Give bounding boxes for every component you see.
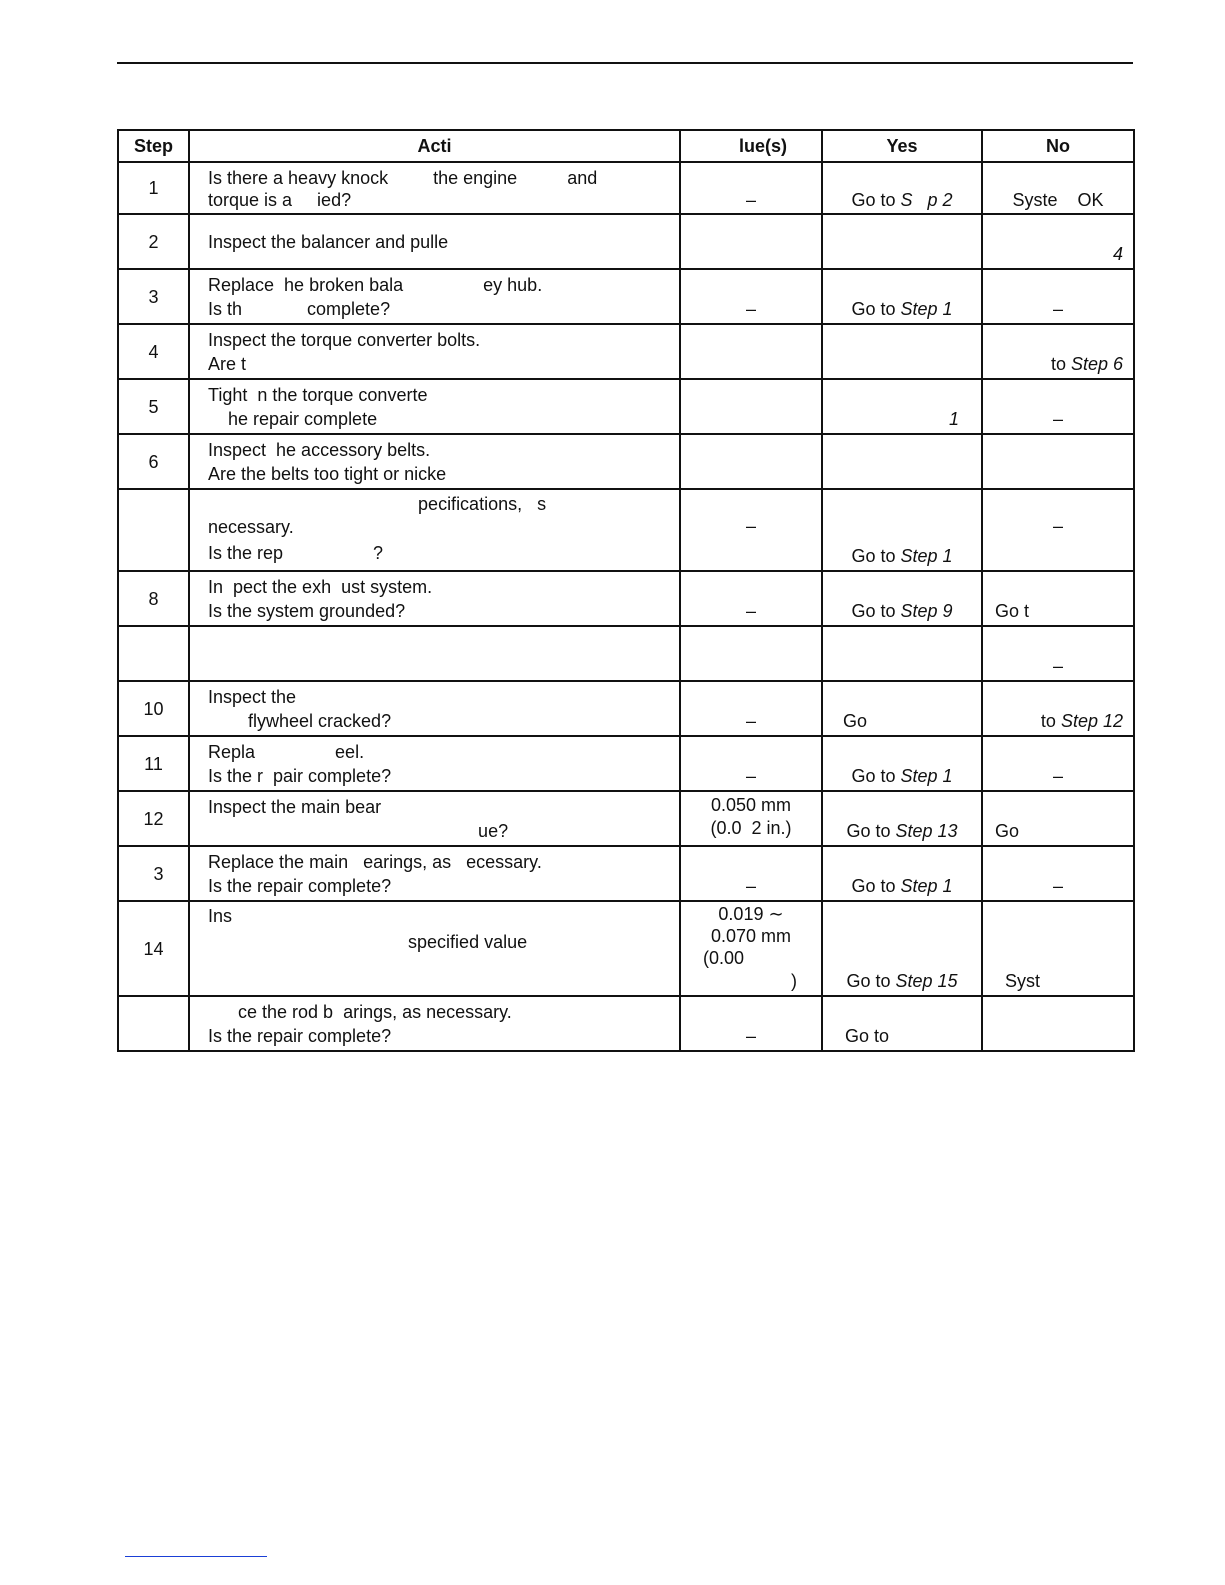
step-number: 8 [118,571,189,626]
step-number: 10 [118,681,189,736]
action-line: Repla eel. [208,741,365,762]
action-text [189,996,680,1051]
yes-step-ref: Step 1 [900,765,953,786]
action-line: Replace the main earings, as ecessary. [208,851,542,872]
table-row [118,269,1134,324]
step-number: 6 [118,434,189,489]
diagnostic-table [117,129,1135,1052]
no-cell [982,214,1134,269]
step-number: 14 [118,901,189,996]
yes-step-ref: Step 1 [900,298,953,319]
action-line: Ins [208,906,233,926]
action-line: Is th complete? [208,298,391,319]
yes-prefix: Go to [851,600,901,621]
yes-text [823,544,981,568]
yes-cell [822,489,982,571]
table-row [118,571,1134,626]
table-row [118,489,1134,571]
no-prefix: – [1052,765,1063,786]
values-line: (0.00 [703,948,745,968]
no-cell [982,379,1134,434]
action-line: Inspect the balancer and pulle [208,231,449,252]
yes-cell [822,626,982,681]
no-prefix: to [1050,353,1071,374]
table-row [118,379,1134,434]
step-number: 2 [118,214,189,269]
values-text: – [745,190,756,210]
no-cell [982,791,1134,846]
no-prefix: – [1052,516,1063,536]
table-row [118,996,1134,1051]
yes-text [823,1024,981,1048]
no-cell [982,846,1134,901]
table-row [118,214,1134,269]
no-text [983,654,1133,678]
action-text [189,269,680,324]
no-step-ref: Step 6 [1070,353,1123,374]
values-text: – [745,298,756,319]
values-text: – [745,1025,756,1046]
no-step-ref: Step 12 [1060,710,1123,731]
no-cell [982,996,1134,1051]
no-cell [982,324,1134,379]
step-number: 1 [118,162,189,214]
yes-cell [822,269,982,324]
yes-text [823,874,981,898]
no-text [983,188,1133,212]
footer-link-underline [125,1556,267,1557]
yes-step-ref: Step 1 [900,875,953,896]
action-text [189,379,680,434]
yes-text [823,407,981,431]
yes-cell [822,901,982,996]
action-line: Is there a heavy knock the engine and [208,168,598,188]
values-cell [680,489,822,571]
action-text [189,324,680,379]
step-number [118,489,189,571]
values-cell [680,996,822,1051]
action-line: Is the r pair complete? [208,765,392,786]
yes-step-ref: S p 2 [900,190,953,210]
no-text [983,709,1133,733]
yes-prefix: Go to [845,1025,890,1046]
yes-cell [822,736,982,791]
yes-step-ref: Step 1 [900,546,953,566]
step-number: 12 [118,791,189,846]
table-row [118,846,1134,901]
values-cell [680,269,822,324]
action-text [189,901,680,996]
no-step-ref: 4 [1112,243,1123,264]
yes-prefix: Go to [851,875,901,896]
yes-text [823,764,981,788]
table-row [118,162,1134,214]
yes-prefix: Go to [851,298,901,319]
values-line: ) [791,971,797,991]
values-cell [680,791,822,846]
table-row [118,901,1134,996]
values-text: – [745,600,756,621]
no-text [983,242,1133,266]
yes-step-ref: Step 13 [895,820,958,841]
step-number [118,996,189,1051]
action-line: he repair complete [208,408,378,429]
yes-cell [822,681,982,736]
step-number [118,626,189,681]
yes-text [823,297,981,321]
no-prefix: Go [995,820,1020,841]
action-line: Is the system grounded? [208,600,406,621]
values-cell [680,681,822,736]
step-number: 5 [118,379,189,434]
no-prefix: – [1052,298,1063,319]
values-text: – [745,516,756,536]
action-line: torque is a ied? [208,190,352,210]
step-number: 4 [118,324,189,379]
no-cell [982,626,1134,681]
no-prefix: – [1052,408,1063,429]
values-line: 0.050 mm [710,795,792,815]
action-line: Is the repair complete? [208,1025,392,1046]
action-line: Replace he broken bala ey hub. [208,274,543,295]
values-text: – [745,710,756,731]
action-line: ce the rod b arings, as necessary. [208,1001,512,1022]
action-text [189,214,680,269]
action-text [189,626,680,681]
action-line: flywheel cracked? [208,710,392,731]
yes-text [823,599,981,623]
header-yes: Yes [822,130,982,162]
no-prefix: Syst [1005,971,1041,991]
yes-cell [822,324,982,379]
action-line: Is the rep ? [208,543,384,563]
step-number: 11 [118,736,189,791]
no-cell [982,489,1134,571]
action-line: Inspect the torque converter bolts. [208,329,481,350]
yes-text [823,709,981,733]
action-text [189,434,680,489]
action-line: specified value [208,932,528,952]
no-text [983,297,1133,321]
yes-cell [822,214,982,269]
values-cell [680,846,822,901]
values-line: 0.070 mm [710,926,792,946]
values-line: (0.0 2 in.) [710,818,792,838]
header-action: Acti [189,130,680,162]
no-prefix: to [1040,710,1061,731]
yes-cell [822,379,982,434]
action-line: Is the repair complete? [208,875,392,896]
action-text [189,681,680,736]
no-prefix: – [1052,655,1063,676]
action-line: In pect the exh ust system. [208,576,433,597]
no-prefix: Go t [995,600,1030,621]
table-row [118,324,1134,379]
yes-prefix: Go to [851,546,901,566]
table-row [118,736,1134,791]
yes-prefix: Go to [846,971,896,991]
no-text [983,599,1133,623]
yes-text [823,969,981,993]
values-cell [680,162,822,214]
action-line: Tight n the torque converte [208,384,428,405]
no-prefix: – [1052,875,1063,896]
yes-text [823,819,981,843]
no-text [983,514,1133,538]
header-rule [117,62,1133,64]
action-text [189,846,680,901]
yes-cell [822,571,982,626]
action-line: Inspect the [208,686,297,707]
step-number: 3 [118,269,189,324]
values-cell [680,324,822,379]
header-no: No [982,130,1134,162]
no-text [983,764,1133,788]
action-line: Inspect he accessory belts. [208,439,431,460]
values-line: 0.019 ∼ [718,904,784,924]
table-row [118,681,1134,736]
table-row [118,791,1134,846]
action-line: Are the belts too tight or nicke [208,463,447,484]
values-cell [680,434,822,489]
no-text [983,969,1133,993]
no-text [983,874,1133,898]
header-values: lue(s) [680,130,822,162]
no-cell [982,736,1134,791]
action-text [189,162,680,214]
no-text [983,352,1133,376]
yes-prefix: Go [843,710,868,731]
yes-prefix: Go to [851,765,901,786]
values-text: – [745,875,756,896]
yes-step-ref: Step 15 [895,971,958,991]
values-cell [680,571,822,626]
header-step: Step [118,130,189,162]
no-cell [982,571,1134,626]
yes-step-ref: 1 [948,408,959,429]
yes-cell [822,846,982,901]
values-cell [680,626,822,681]
action-text [189,736,680,791]
yes-step-ref: Step 9 [900,600,953,621]
action-text [189,489,680,571]
yes-text [823,188,981,212]
action-line: ue? [208,820,509,841]
table-row [118,434,1134,489]
yes-cell [822,791,982,846]
no-prefix: Syste OK [1012,190,1104,210]
no-cell [982,681,1134,736]
yes-prefix: Go to [851,190,901,210]
action-text [189,791,680,846]
table-row [118,626,1134,681]
values-text: – [745,765,756,786]
step-number: 3 [118,846,189,901]
values-cell [680,379,822,434]
no-text [983,819,1133,843]
yes-prefix: Go to [846,820,896,841]
yes-cell [822,162,982,214]
no-cell [982,434,1134,489]
action-text [189,571,680,626]
action-line: necessary. [208,517,294,537]
table-header-row [118,130,1134,162]
no-cell [982,901,1134,996]
values-cell [680,901,822,996]
action-line: Inspect the main bear [208,796,382,817]
values-cell [680,736,822,791]
values-cell [680,214,822,269]
action-line: pecifications, s [208,494,547,514]
yes-cell [822,434,982,489]
no-cell [982,269,1134,324]
yes-cell [822,996,982,1051]
no-cell [982,162,1134,214]
action-line: Are t [208,353,247,374]
no-text [983,407,1133,431]
